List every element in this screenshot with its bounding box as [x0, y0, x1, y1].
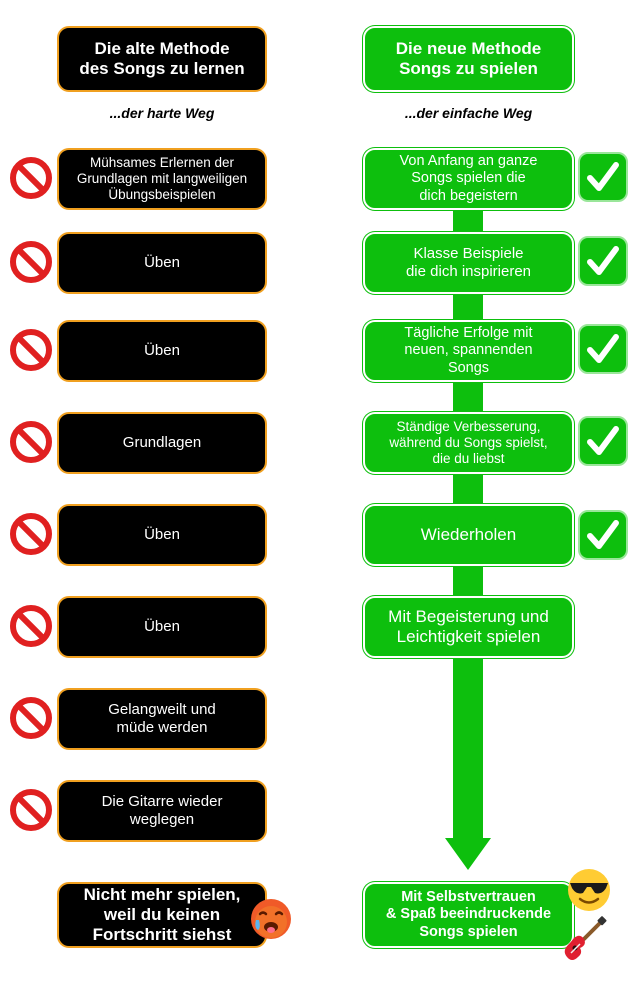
- progress-arrow-head: [445, 838, 491, 870]
- old-method-subtitle: ...der harte Weg: [109, 105, 215, 121]
- sunglasses-emoji-icon: [565, 866, 613, 914]
- checkmark-icon: [578, 510, 628, 560]
- old-step-2: Üben: [57, 232, 267, 294]
- prohibited-icon: [8, 511, 54, 557]
- new-step-1: Von Anfang an ganze Songs spielen die dich begeistern: [363, 148, 574, 210]
- old-step-7: Gelangweilt und müde werden: [57, 688, 267, 750]
- checkmark-icon: [578, 236, 628, 286]
- new-method-subtitle: ...der einfache Weg: [404, 105, 533, 121]
- old-step-3: Üben: [57, 320, 267, 382]
- checkmark-icon: [578, 416, 628, 466]
- prohibited-icon: [8, 603, 54, 649]
- guitar-icon: [558, 915, 608, 965]
- old-step-1: Mühsames Erlernen der Grundlagen mit langweiligen Übungsbeispielen: [57, 148, 267, 210]
- old-step-4: Grundlagen: [57, 412, 267, 474]
- prohibited-icon: [8, 695, 54, 741]
- old-step-6: Üben: [57, 596, 267, 658]
- prohibited-icon: [8, 155, 54, 201]
- new-step-2: Klasse Beispiele die dich inspirieren: [363, 232, 574, 294]
- new-step-5: Wiederholen: [363, 504, 574, 566]
- checkmark-icon: [578, 152, 628, 202]
- hot-face-emoji-icon: [248, 896, 294, 942]
- prohibited-icon: [8, 327, 54, 373]
- checkmark-icon: [578, 324, 628, 374]
- old-method-header: Die alte Methode des Songs zu lernen: [57, 26, 267, 92]
- new-step-3: Tägliche Erfolge mit neuen, spannenden Songs: [363, 320, 574, 382]
- new-step-6: Mit Begeisterung und Leichtigkeit spielen: [363, 596, 574, 658]
- prohibited-icon: [8, 787, 54, 833]
- prohibited-icon: [8, 239, 54, 285]
- new-final-result: Mit Selbstvertrauen & Spaß beeindruckende Songs spielen: [363, 882, 574, 948]
- old-step-8: Die Gitarre wieder weglegen: [57, 780, 267, 842]
- new-step-4: Ständige Verbesserung, während du Songs spielst, die du liebst: [363, 412, 574, 474]
- old-step-5: Üben: [57, 504, 267, 566]
- prohibited-icon: [8, 419, 54, 465]
- new-method-header: Die neue Methode Songs zu spielen: [363, 26, 574, 92]
- old-final-result: Nicht mehr spielen, weil du keinen Fortschritt siehst: [57, 882, 267, 948]
